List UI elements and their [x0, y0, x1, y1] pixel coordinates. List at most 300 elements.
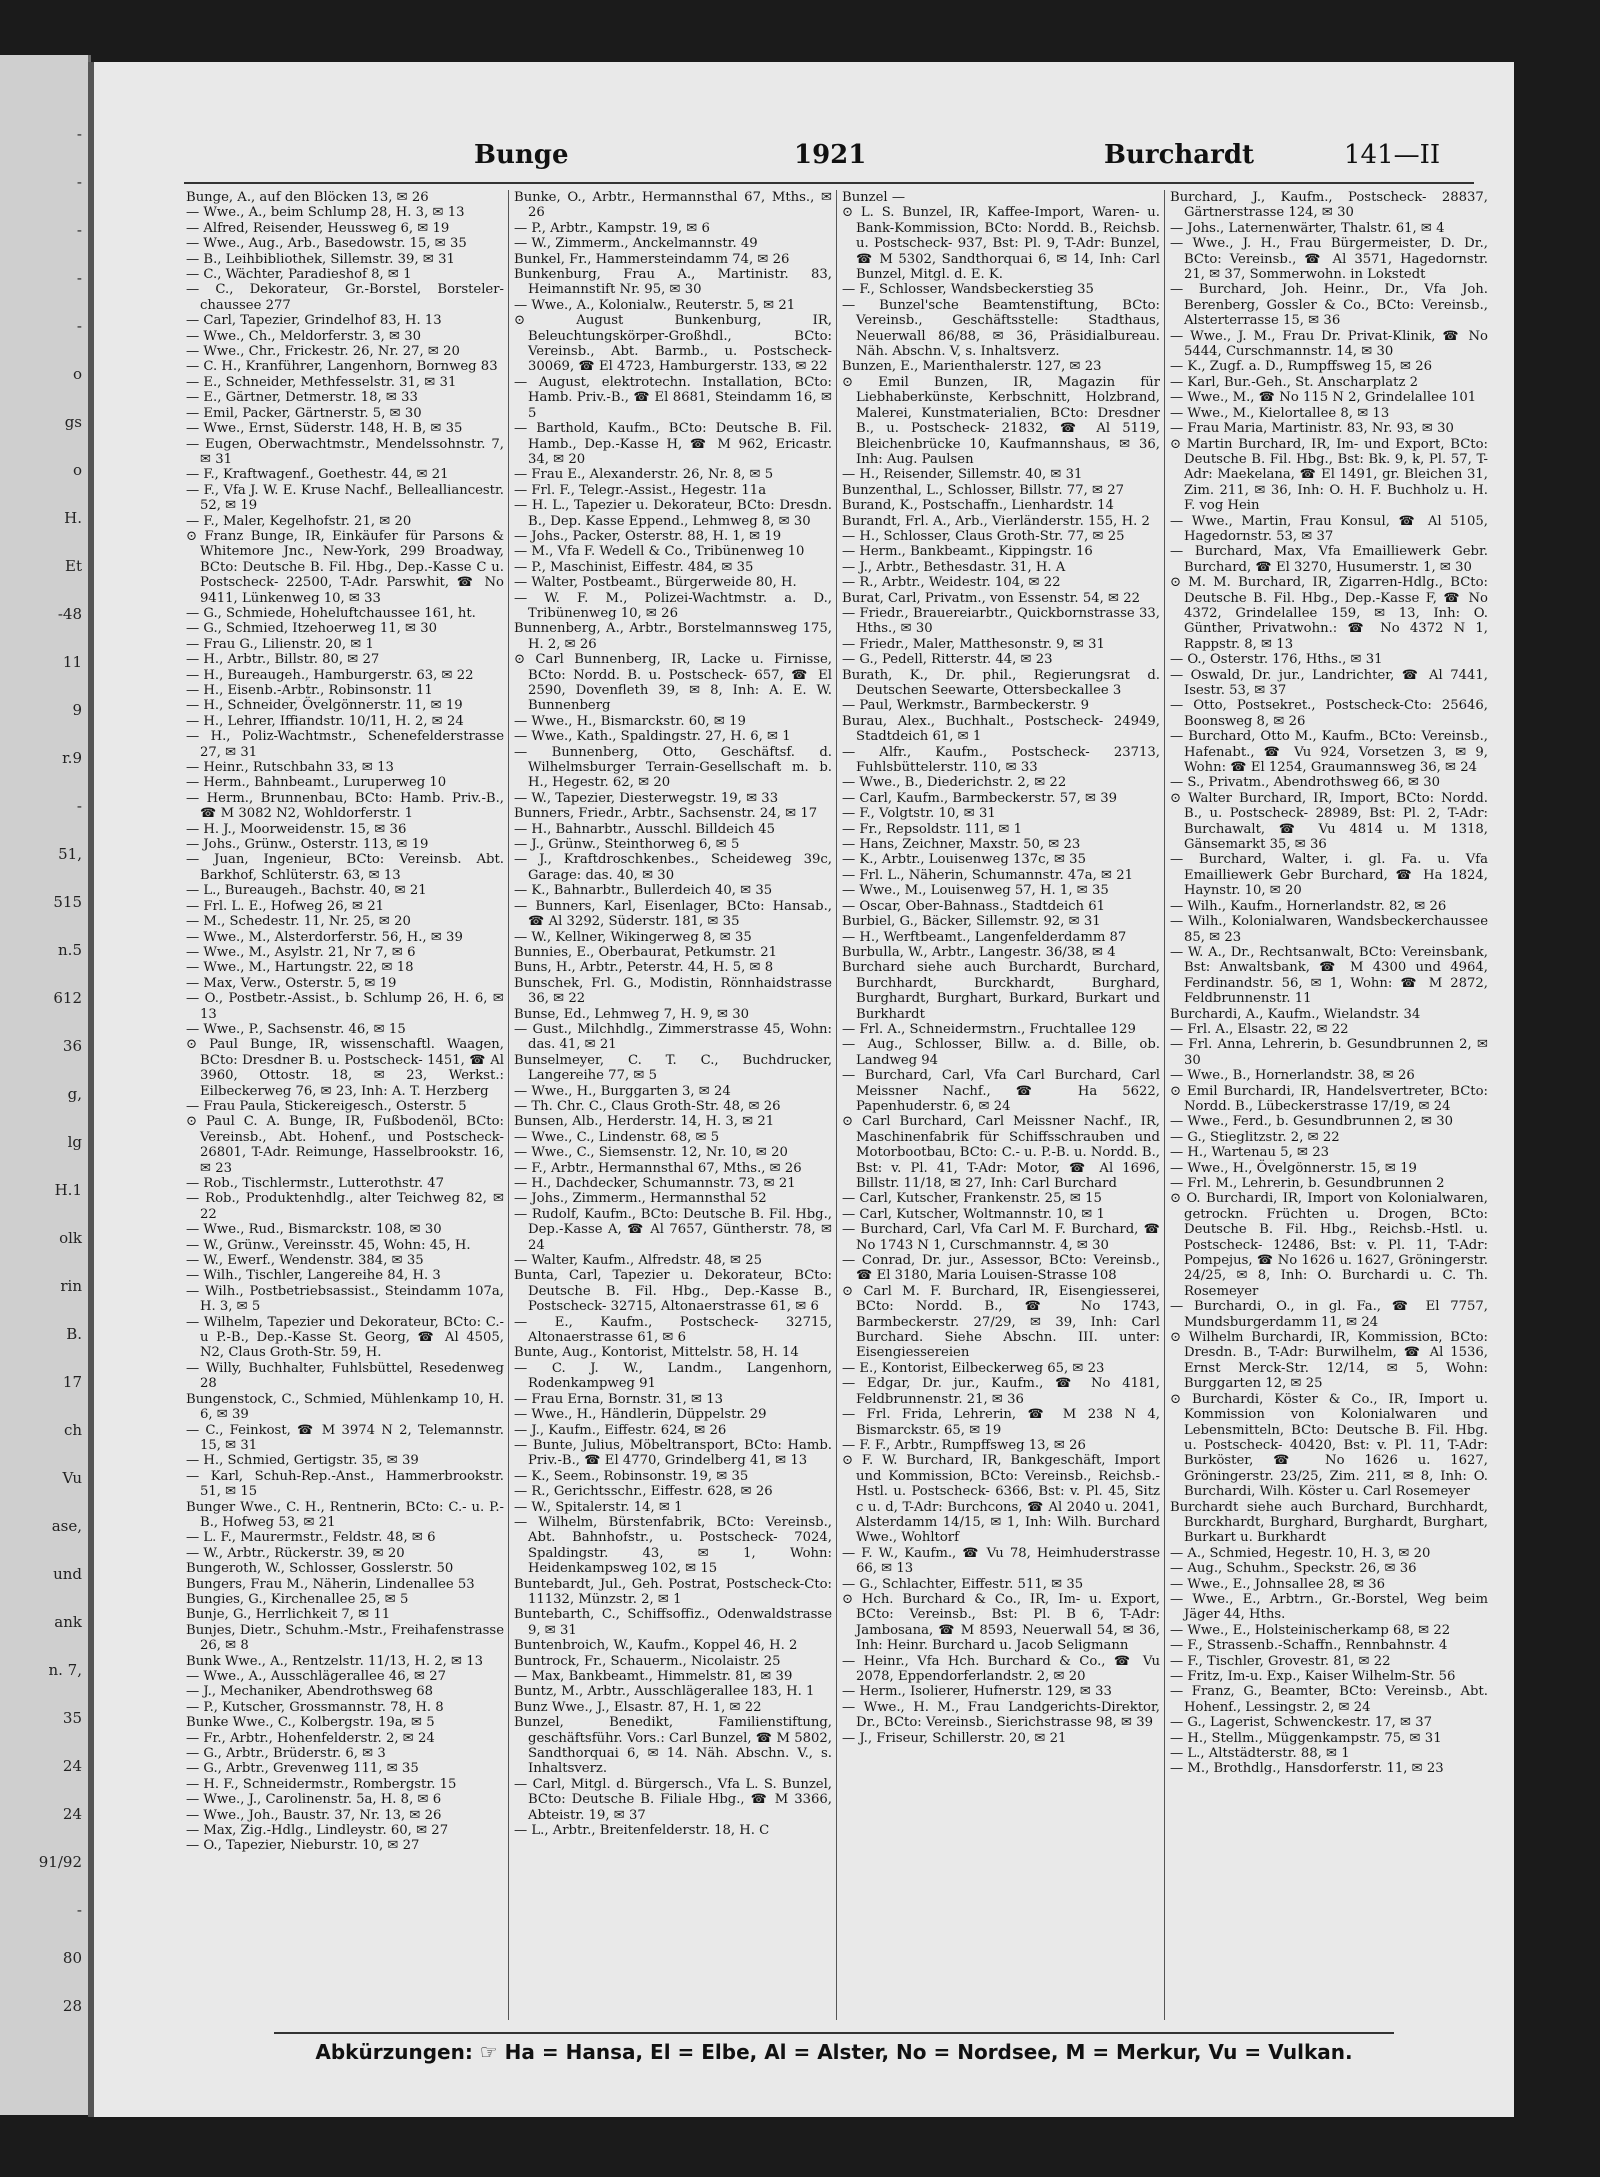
directory-entry: — G., Arbtr., Brüderstr. 6, ✉ 3 [186, 1746, 386, 1762]
directory-entry: — Burchard, Walter, i. gl. Fa. u. Vfa Emailliewerk Gebr Burchard, ☎ Ha 1824, Haynstr. 10, ✉ 20 [1170, 852, 1488, 899]
directory-entry: ⊙ L. S. Bunzel, IR, Kaffee-Import, Waren- u. Bank-Kommission, BCto: Nordd. B., Reichsb. u. Postscheck- 937, Bst: Pl. 9, T-Adr: Bunzel, ☎ M 5302, Sandthorquai 6, ✉ 14, Inh: Carl Bunzel, Mitgl. d. E. K. [842, 205, 1160, 283]
directory-entry: — Willy, Buchhalter, Fuhlsbüttel, Resedenweg 28 [186, 1360, 504, 1392]
directory-entry: — Rob., Tischlermstr., Lutterothstr. 47 [186, 1176, 445, 1191]
edge-fragment: o [72, 461, 82, 479]
edge-fragment: - [76, 1901, 82, 1919]
directory-entry: — P., Arbtr., Kampstr. 19, ✉ 6 [514, 220, 710, 236]
directory-entry: — F., Volgtstr. 10, ✉ 31 [842, 806, 996, 822]
column-1 [186, 190, 504, 2020]
directory-entry: — W., Zimmerm., Anckelmannstr. 49 [514, 236, 758, 252]
directory-entry: — Burchard, Carl, Vfa Carl M. F. Burchard, ☎ No 1743 N 1, Curschmannstr. 4, ✉ 30 [842, 1222, 1160, 1253]
directory-entry: — Frl. A., Schneidermstrn., Fruchtallee 129 [842, 1021, 1136, 1037]
directory-entry: — W., Grünw., Vereinsstr. 45, Wohn: 45, H. [186, 1237, 471, 1253]
directory-entry: — Frau G., Lilienstr. 20, ✉ 1 [186, 636, 374, 652]
directory-entry: — O., Postbetr.-Assist., b. Schlump 26, H. 6, ✉ 13 [186, 991, 504, 1022]
directory-entry: — H., Bahnarbtr., Ausschl. Billdeich 45 [514, 821, 776, 837]
directory-entry: — C., Dekorateur, Gr.-Borstel, Borsteler-chaussee 277 [186, 282, 504, 313]
directory-entry: — Th. Chr. C., Claus Groth-Str. 48, ✉ 26 [514, 1098, 781, 1114]
directory-entry: ⊙ Emil Bunzen, IR, Magazin für Liebhaberkünste, Kerbschnitt, Holzbrand, Malerei, Kunstmaterialien, BCto: Dresdner B., u. Postscheck- 21832, ☎ Al 5119, Bleichenbrücke 10, Kaufmannshaus, ✉ 36, Inh: Aug. Paulsen [842, 374, 1160, 467]
directory-entry: — R., Arbtr., Weidestr. 104, ✉ 22 [842, 575, 1061, 591]
edge-fragment: 36 [62, 1037, 82, 1055]
directory-entry: — G., Schmiede, Hoheluftchaussee 161, ht. [186, 605, 476, 621]
directory-entry: — W., Ewerf., Wendenstr. 384, ✉ 35 [186, 1253, 424, 1269]
directory-entry: — Heinr., Rutschbahn 33, ✉ 13 [186, 760, 394, 776]
directory-entry: — M., Brothdlg., Hansdorferstr. 11, ✉ 23 [1170, 1761, 1444, 1777]
edge-fragment: ch [63, 1421, 82, 1439]
directory-entry: Burau, Alex., Buchhalt., Postscheck- 24949, Stadtdeich 61, ✉ 1 [842, 713, 1160, 745]
left-page-edge [0, 55, 91, 2115]
directory-entry: — J., Grünw., Steinthorweg 6, ✉ 5 [514, 837, 740, 853]
directory-entry: — Wwe., J. H., Frau Bürgermeister, D. Dr., BCto: Vereinsb., ☎ Al 3571, Hagedornstr. 21, ✉ 37, Sommerwohn. in Lokstedt [1170, 236, 1488, 283]
edge-fragment: Vu [62, 1469, 82, 1487]
directory-entry: — J., Arbtr., Bethesdastr. 31, H. A [842, 559, 1066, 575]
directory-entry: ⊙ Carl Bunnenberg, IR, Lacke u. Firnisse, BCto: Nordd. B. u. Postscheck- 657, ☎ El 2590, Dovenfleth 39, ✉ 8, Inh: A. E. W. Bunnenberg [514, 652, 832, 714]
directory-entry: — Oscar, Ober-Bahnass., Stadtdeich 61 [842, 898, 1106, 914]
directory-entry: — Wwe., H., Burggarten 3, ✉ 24 [514, 1083, 731, 1099]
edge-fragment: 28 [62, 1997, 82, 2015]
directory-entry: — Wwe., C., Siemsenstr. 12, Nr. 10, ✉ 20 [514, 1145, 788, 1161]
directory-entry: — H. L., Tapezier u. Dekorateur, BCto: Dresdn. B., Dep. Kasse Eppend., Lehmweg 8, ✉ 30 [514, 498, 832, 529]
directory-entry: — G., Stieglitzstr. 2, ✉ 22 [1170, 1129, 1340, 1145]
directory-entry: — H., Poliz-Wachtmstr., Schenefelderstrasse 27, ✉ 31 [186, 729, 504, 760]
edge-fragment: ase, [51, 1517, 82, 1535]
directory-entry: — Emil, Packer, Gärtnerstr. 5, ✉ 30 [186, 405, 422, 421]
directory-entry: — C., Feinkost, ☎ M 3974 N 2, Telemannstr. 15, ✉ 31 [186, 1422, 504, 1453]
directory-entry: — G., Schlachter, Eiffestr. 511, ✉ 35 [842, 1576, 1084, 1592]
directory-entry: Burand, K., Postschaffn., Lienhardstr. 14 [842, 498, 1114, 514]
directory-entry: — F., Kraftwagenf., Goethestr. 44, ✉ 21 [186, 467, 449, 483]
directory-entry: Bunzel — [842, 190, 906, 205]
directory-entry: Buns, H., Arbtr., Peterstr. 44, H. 5, ✉ 8 [514, 960, 774, 976]
directory-entry: ⊙ Hch. Burchard & Co., IR, Im- u. Export, BCto: Vereinsb., Bst: Pl. B 6, T-Adr: Jambosana, ☎ M 8593, Neuerwall 54, ✉ 36, Inh: Heinr. Burchard u. Jacob Seligmann [842, 1591, 1160, 1654]
directory-entry: Buntebarth, C., Schiffsoffiz., Odenwaldstrasse 9, ✉ 31 [514, 1607, 832, 1638]
directory-entry: — Frau Erna, Bornstr. 31, ✉ 13 [514, 1391, 723, 1407]
directory-entry: — W. A., Dr., Rechtsanwalt, BCto: Vereinsbank, Bst: Anwaltsbank, ☎ M 4300 und 4964, Ferdinandstr. 56, ✉ 1, Wohn: ☎ M 2872, Feldbrunnenstr. 11 [1170, 944, 1488, 1007]
directory-entry: — G., Pedell, Ritterstr. 44, ✉ 23 [842, 652, 1053, 668]
directory-entry: — F., Vfa J. W. E. Kruse Nachf., Bellealliancestr. 52, ✉ 19 [186, 482, 504, 514]
directory-entry: Bunschek, Frl. G., Modistin, Rönnhaidstrasse 36, ✉ 22 [514, 975, 832, 1007]
directory-entry: — Wilh., Kaufm., Hornerlandstr. 82, ✉ 26 [1170, 898, 1447, 914]
directory-entry: — Frl. A., Elsastr. 22, ✉ 22 [1170, 1021, 1349, 1037]
directory-entry: — Alfr., Kaufm., Postscheck- 23713, Fuhlsbüttelerstr. 110, ✉ 33 [842, 744, 1160, 776]
directory-entry: — Johs., Zimmerm., Hermannsthal 52 [514, 1191, 767, 1207]
directory-entry: Buntrock, Fr., Schauerm., Nicolaistr. 25 [514, 1653, 781, 1669]
directory-entry: ⊙ August Bunkenburg, IR, Beleuchtungskörper-Großhdl., BCto: Vereinsb., Abt. Barmb., u. Postscheck- 30069, ☎ El 4723, Hamburgerstr. 133, ✉ 22 [514, 313, 832, 375]
directory-entry: — E., Kontorist, Eilbeckerweg 65, ✉ 23 [842, 1360, 1105, 1376]
directory-entry: ⊙ Paul C. A. Bunge, IR, Fußbodenöl, BCto: Vereinsb., Abt. Hohenf., und Postscheck- 26801, T-Adr. Reimunge, Hasselbrookstr. 16, ✉ 23 [186, 1114, 504, 1176]
directory-entry: — C. H., Kranführer, Langenhorn, Bornweg 83 [186, 359, 498, 375]
directory-entry: Bunk Wwe., A., Rentzelstr. 11/13, H. 2, ✉ 13 [186, 1653, 484, 1669]
directory-entry: — H., Dachdecker, Schumannstr. 73, ✉ 21 [514, 1176, 796, 1191]
directory-entry: — H., Schlosser, Claus Groth-Str. 77, ✉ 25 [842, 528, 1125, 544]
edge-fragment: - [76, 269, 82, 287]
directory-entry: Bunge, A., auf den Blöcken 13, ✉ 26 [186, 190, 429, 205]
page-number: 141—II [1344, 140, 1441, 170]
directory-columns [186, 190, 1486, 2020]
directory-entry: — F. W., Kaufm., ☎ Vu 78, Heimhuderstrasse 66, ✉ 13 [842, 1545, 1160, 1577]
edge-fragment: H. [64, 509, 82, 527]
directory-entry: — H., Lehrer, Iffiandstr. 10/11, H. 2, ✉ 24 [186, 713, 464, 729]
directory-entry: Bunje, G., Herrlichkeit 7, ✉ 11 [186, 1607, 391, 1623]
directory-entry: — Wwe., J., Carolinenstr. 5a, H. 8, ✉ 6 [186, 1792, 442, 1808]
directory-entry: Bunke Wwe., C., Kolbergstr. 19a, ✉ 5 [186, 1715, 435, 1731]
edge-fragment: - [76, 221, 82, 239]
edge-fragment: g, [67, 1085, 82, 1103]
edge-fragment: o [72, 365, 82, 383]
directory-entry: ⊙ Paul Bunge, IR, wissenschaftl. Waagen, BCto: Dresdner B. u. Postscheck- 1451, ☎ Al 3960, Ottostr. 18, ✉ 23, Werkst.: Eilbeckerweg 76, ✉ 23, Inh: A. T. Herzberg [186, 1037, 504, 1099]
directory-entry: — Wwe., Martin, Frau Konsul, ☎ Al 5105, Hagedornstr. 53, ✉ 37 [1170, 513, 1488, 544]
directory-entry: — Wwe., A., Ausschlägerallee 46, ✉ 27 [186, 1669, 447, 1684]
directory-entry: Bunselmeyer, C. T. C., Buchdrucker, Langereihe 77, ✉ 5 [514, 1052, 832, 1084]
directory-entry: — Wwe., H., Händlerin, Düppelstr. 29 [514, 1407, 767, 1423]
directory-entry: — Wilh., Kolonialwaren, Wandsbeckerchaussee 85, ✉ 23 [1170, 914, 1488, 945]
directory-entry: — Wilh., Tischler, Langereihe 84, H. 3 [186, 1268, 441, 1284]
directory-entry: — Wwe., Rud., Bismarckstr. 108, ✉ 30 [186, 1222, 442, 1238]
directory-entry: — A., Schmied, Hegestr. 10, H. 3, ✉ 20 [1170, 1545, 1431, 1561]
directory-entry: — Walter, Kaufm., Alfredstr. 48, ✉ 25 [514, 1253, 763, 1269]
directory-entry: — Fr., Arbtr., Hohenfelderstr. 2, ✉ 24 [186, 1730, 435, 1746]
directory-entry: — H. J., Moorweidenstr. 15, ✉ 36 [186, 821, 407, 837]
directory-entry: — Frl. F., Telegr.-Assist., Hegestr. 11a [514, 482, 767, 498]
directory-entry: — Wwe., M., Asylstr. 21, Nr 7, ✉ 6 [186, 944, 416, 960]
directory-entry: — Gust., Milchhdlg., Zimmerstrasse 45, Wohn: das. 41, ✉ 21 [514, 1021, 832, 1053]
directory-entry: — Wwe., Ch., Meldorferstr. 3, ✉ 30 [186, 328, 422, 344]
column-2 [514, 190, 832, 2020]
directory-entry: — Rob., Produktenhdlg., alter Teichweg 82, ✉ 22 [186, 1191, 504, 1222]
edge-fragment: 51, [58, 845, 82, 863]
directory-entry: Bunzel, Benedikt, Familienstiftung, geschäftsführ. Vors.: Carl Bunzel, ☎ M 5802, Sandthorquai 6, ✉ 14. Näh. Abschn. V., s. Inhaltsverz. [514, 1715, 832, 1777]
directory-entry: — Burchardi, O., in gl. Fa., ☎ El 7757, Mundsburgerdamm 11, ✉ 24 [1170, 1299, 1488, 1330]
column-divider [836, 190, 837, 2020]
directory-entry: — Wwe., E., Johnsallee 28, ✉ 36 [1170, 1576, 1386, 1592]
directory-entry: — Wwe., P., Sachsenstr. 46, ✉ 15 [186, 1021, 406, 1037]
directory-entry: — G., Arbtr., Grevenweg 111, ✉ 35 [186, 1761, 419, 1777]
directory-entry: — H., Wartenau 5, ✉ 23 [1170, 1145, 1329, 1161]
directory-entry: — C., Wächter, Paradieshof 8, ✉ 1 [186, 267, 412, 283]
directory-entry: — Walter, Postbeamt., Bürgerweide 80, H. [514, 575, 797, 591]
edge-fragment: - [76, 173, 82, 191]
directory-entry: — Wilhelm, Tapezier und Dekorateur, BCto: C.-u P.-B., Dep.-Kasse St. Georg, ☎ Al 4505, N2, Claus Groth-Str. 59, H. [186, 1314, 504, 1361]
directory-entry: ⊙ O. Burchardi, IR, Import von Kolonialwaren, getrockn. Früchten u. Drogen, BCto: Deutsche B. Fil. Hbg., Reichsb.-Hstl. u. Postscheck- 12486, Bst: v. Pl. 11, T-Adr: Pompejus, ☎ No 1626 u. 1627, Gröningerstr. 24/25, ✉ 8, Inh: O. Burchardi u. C. Th. Rosemeyer [1170, 1191, 1488, 1299]
directory-entry: — L. F., Maurermstr., Feldstr. 48, ✉ 6 [186, 1530, 436, 1546]
directory-entry: — H., Arbtr., Billstr. 80, ✉ 27 [186, 652, 380, 668]
directory-entry: — Wwe., M., Alsterdorferstr. 56, H., ✉ 39 [186, 929, 463, 945]
directory-entry: — Wwe., H. M., Frau Landgerichts-Direktor, Dr., BCto: Vereinsb., Sierichstrasse 98, ✉ 39 [842, 1699, 1160, 1731]
directory-entry: — Aug., Schuhm., Speckstr. 26, ✉ 36 [1170, 1561, 1417, 1577]
directory-entry: Bunzenthal, L., Schlosser, Billstr. 77, ✉ 27 [842, 482, 1124, 498]
directory-entry: Burandt, Frl. A., Arb., Vierländerstr. 155, H. 2 [842, 513, 1150, 529]
edge-fragment: -48 [57, 605, 82, 623]
edge-fragment: ank [54, 1613, 82, 1631]
directory-entry: Burbiel, G., Bäcker, Sillemstr. 92, ✉ 31 [842, 914, 1101, 930]
directory-entry: — Hans, Zeichner, Maxstr. 50, ✉ 23 [842, 837, 1081, 853]
directory-page [88, 62, 1514, 2117]
directory-entry: Bungers, Frau M., Näherin, Lindenallee 53 [186, 1576, 475, 1592]
edge-fragment: 612 [53, 989, 82, 1007]
directory-entry: — Frau E., Alexanderstr. 26, Nr. 8, ✉ 5 [514, 467, 774, 483]
directory-entry: — Wwe., J. M., Frau Dr. Privat-Klinik, ☎ No 5444, Curschmannstr. 14, ✉ 30 [1170, 328, 1488, 360]
directory-entry: Burbulla, W., Arbtr., Langestr. 36/38, ✉ 4 [842, 944, 1116, 960]
directory-entry: — Burchard, Carl, Vfa Carl Burchard, Carl Meissner Nachf., ☎ Ha 5622, Papenhuderstr. 6, ✉ 24 [842, 1068, 1160, 1114]
directory-entry: — H., Reisender, Sillemstr. 40, ✉ 31 [842, 467, 1083, 483]
directory-entry: — K., Arbtr., Louisenweg 137c, ✉ 35 [842, 852, 1086, 868]
directory-entry: — Karl, Bur.-Geh., St. Anscharplatz 2 [1170, 374, 1418, 390]
directory-entry: — Wwe., E., Holsteinischerkamp 68, ✉ 22 [1170, 1622, 1451, 1638]
directory-entry: — K., Zugf. a. D., Rumpffsweg 15, ✉ 26 [1170, 359, 1433, 375]
edge-fragment: gs [64, 413, 82, 431]
directory-entry: — Frl. L., Näherin, Schumannstr. 47a, ✉ 21 [842, 867, 1133, 883]
directory-entry: Buntebardt, Jul., Geh. Postrat, Postscheck-Cto: 11132, Münzstr. 2, ✉ 1 [514, 1576, 832, 1607]
directory-entry: — Bunzel'sche Beamtenstiftung, BCto: Vereinsb., Geschäftsstelle: Stadthaus, Neuerwall 86/88, ✉ 36, Präsidialbureau. Näh. Abschn. V, s. Inhaltsverz. [842, 297, 1160, 360]
directory-entry: — Wwe., Ferd., b. Gesundbrunnen 2, ✉ 30 [1170, 1114, 1454, 1130]
column-3 [842, 190, 1160, 2020]
directory-entry: — Wwe., E., Arbtrn., Gr.-Borstel, Weg beim Jäger 44, Hths. [1170, 1591, 1488, 1623]
edge-fragment: - [76, 125, 82, 143]
edge-fragment: 515 [53, 893, 82, 911]
directory-entry: — Alfred, Reisender, Heussweg 6, ✉ 19 [186, 220, 450, 236]
directory-entry: — Oswald, Dr. jur., Landrichter, ☎ Al 7441, Isestr. 53, ✉ 37 [1170, 667, 1488, 698]
directory-entry: Buntz, M., Arbtr., Ausschlägerallee 183, H. 1 [514, 1684, 815, 1700]
directory-entry: — Wwe., Ernst, Süderstr. 148, H. B, ✉ 35 [186, 421, 463, 437]
edge-fragment: n.5 [58, 941, 82, 959]
directory-entry: — J., Friseur, Schillerstr. 20, ✉ 21 [842, 1730, 1067, 1746]
directory-entry: — F., Tischler, Grovestr. 81, ✉ 22 [1170, 1653, 1391, 1669]
directory-entry: — H., Eisenb.-Arbtr., Robinsonstr. 11 [186, 683, 433, 698]
directory-entry: — Bunte, Julius, Möbeltransport, BCto: Hamb. Priv.-B., ☎ El 4770, Grindelberg 41, ✉ 13 [514, 1437, 832, 1469]
directory-entry: Bunnenberg, A., Arbtr., Borstelmannsweg 175, H. 2, ✉ 26 [514, 621, 832, 652]
directory-entry: — F., Strassenb.-Schaffn., Rennbahnstr. 4 [1170, 1638, 1448, 1654]
directory-entry: — F., Maler, Kegelhofstr. 21, ✉ 20 [186, 513, 412, 529]
directory-entry: — W., Tapezier, Diesterwegstr. 19, ✉ 33 [514, 790, 779, 806]
edge-fragment: und [53, 1565, 82, 1583]
directory-entry: Bunse, Ed., Lehmweg 7, H. 9, ✉ 30 [514, 1006, 750, 1022]
directory-entry: — O., Tapezier, Nieburstr. 10, ✉ 27 [186, 1838, 420, 1854]
edge-fragment: 35 [62, 1709, 82, 1727]
directory-entry: — H. F., Schneidermstr., Rombergstr. 15 [186, 1776, 457, 1792]
column-4 [1170, 190, 1488, 2020]
directory-entry: — E., Gärtner, Detmerstr. 18, ✉ 33 [186, 390, 418, 406]
directory-entry: — Frau Maria, Martinistr. 83, Nr. 93, ✉ 30 [1170, 421, 1454, 437]
directory-entry: — Frau Paula, Stickereigesch., Osterstr. 5 [186, 1098, 467, 1114]
directory-entry: — Frl. M., Lehrerin, b. Gesundbrunnen 2 [1170, 1176, 1445, 1191]
header-rule [184, 182, 1474, 184]
directory-entry: Bungenstock, C., Schmied, Mühlenkamp 10, H. 6, ✉ 39 [186, 1391, 504, 1423]
directory-entry: ⊙ Carl M. F. Burchard, IR, Eisengiesserei, BCto: Nordd. B., ☎ No 1743, Barmbeckerstr. 27/29, ✉ 39, Inh: Carl Burchard. Siehe Abschn. III. unter: Eisengiessereien [842, 1283, 1160, 1361]
directory-entry: — H., Bureaugeh., Hamburgerstr. 63, ✉ 22 [186, 667, 474, 683]
directory-entry: ⊙ Emil Burchardi, IR, Handelsvertreter, BCto: Nordd. B., Lübeckerstrasse 17/19, ✉ 24 [1170, 1083, 1488, 1114]
directory-entry: — M., Schedestr. 11, Nr. 25, ✉ 20 [186, 914, 411, 930]
directory-entry: Bunkenburg, Frau A., Martinistr. 83, Heimannstift Nr. 95, ✉ 30 [514, 267, 832, 298]
edge-fragment: B. [66, 1325, 82, 1343]
directory-entry: — H., Schneider, Övelgönnerstr. 11, ✉ 19 [186, 698, 463, 714]
directory-entry: Bunkel, Fr., Hammersteindamm 74, ✉ 26 [514, 251, 790, 267]
edge-fragment: 17 [62, 1373, 82, 1391]
directory-entry: — Juan, Ingenieur, BCto: Vereinsb. Abt. Barkhof, Schlüterstr. 63, ✉ 13 [186, 852, 504, 883]
directory-entry: — F., Schlosser, Wandsbeckerstieg 35 [842, 282, 1094, 298]
directory-entry: — W., Arbtr., Rückerstr. 39, ✉ 20 [186, 1545, 405, 1561]
directory-entry: Bunke, O., Arbtr., Hermannsthal 67, Mths., ✉ 26 [514, 190, 832, 221]
directory-entry: — S., Privatm., Abendrothsweg 66, ✉ 30 [1170, 775, 1441, 791]
directory-entry: — Wwe., Chr., Frickestr. 26, Nr. 27, ✉ 20 [186, 344, 460, 360]
directory-entry: — Franz, G., Beamter, BCto: Vereinsb., Abt. Hohenf., Lessingstr. 2, ✉ 24 [1170, 1684, 1488, 1715]
edge-fragment: Et [65, 557, 82, 575]
directory-entry: Burchard, J., Kaufm., Postscheck- 28837, Gärtnerstrasse 124, ✉ 30 [1170, 190, 1488, 221]
directory-entry: — Wilhelm, Bürstenfabrik, BCto: Vereinsb., Abt. Bahnhofstr., u. Postscheck- 7024, Spaldingstr. 43, ✉ 1, Wohn: Heidenkampsweg 102, ✉ 15 [514, 1514, 832, 1577]
directory-entry: — Max, Zig.-Hdlg., Lindleystr. 60, ✉ 27 [186, 1823, 449, 1839]
directory-entry: — Wilh., Postbetriebsassist., Steindamm 107a, H. 3, ✉ 5 [186, 1283, 504, 1315]
directory-entry: ⊙ Wilhelm Burchardi, IR, Kommission, BCto: Dresdn. B., T-Adr: Burwilhelm, ☎ Al 1536, Ernst Merck-Str. 12/14, ✉ 5, Wohn: Burggarten 12, ✉ 25 [1170, 1330, 1488, 1392]
directory-entry: — W. F. M., Polizei-Wachtmstr. a. D., Tribünenweg 10, ✉ 26 [514, 590, 832, 621]
directory-entry: — Rudolf, Kaufm., BCto: Deutsche B. Fil. Hbg., Dep.-Kasse A, ☎ Al 7657, Güntherstr. 78, ✉ 24 [514, 1206, 832, 1253]
directory-entry: — Wwe., C., Lindenstr. 68, ✉ 5 [514, 1129, 720, 1145]
directory-entry: — J., Mechaniker, Abendrothsweg 68 [186, 1684, 434, 1700]
edge-fragment: 11 [62, 653, 82, 671]
directory-entry: ⊙ Carl Burchard, Carl Meissner Nachf., IR, Maschinenfabrik für Schiffsschrauben und Motorbootbau, BCto: C.- u. P.-B. u. Nordd. B., Bst: v. Pl. 41, T-Adr: Motor, ☎ Al 1696, Billstr. 11/18, ✉ 27, Inh: Carl Burchard [842, 1114, 1160, 1191]
directory-entry: — W., Kellner, Wikingerweg 8, ✉ 35 [514, 929, 752, 945]
directory-entry: — L., Bureaugeh., Bachstr. 40, ✉ 21 [186, 883, 427, 899]
directory-entry: — Frl. Anna, Lehrerin, b. Gesundbrunnen 2, ✉ 30 [1170, 1037, 1488, 1068]
edge-fragment: 9 [72, 701, 82, 719]
edge-fragment: r.9 [62, 749, 82, 767]
directory-entry: — E., Kaufm., Postscheck- 32715, Altonaerstrasse 61, ✉ 6 [514, 1314, 832, 1346]
directory-entry: — Max, Verw., Osterstr. 5, ✉ 19 [186, 975, 397, 991]
directory-entry: — F., Arbtr., Hermannsthal 67, Mths., ✉ 26 [514, 1160, 802, 1176]
directory-entry: — E., Schneider, Methfesselstr. 31, ✉ 31 [186, 374, 457, 390]
directory-entry: — Friedr., Brauereiarbtr., Quickbornstrasse 33, Hths., ✉ 30 [842, 605, 1160, 637]
directory-entry: Burchardi, A., Kaufm., Wielandstr. 34 [1170, 1006, 1421, 1022]
directory-entry: — August, elektrotechn. Installation, BCto: Hamb. Priv.-B., ☎ El 8681, Steindamm 16, ✉ 5 [514, 374, 832, 421]
directory-entry: — Wwe., B., Diederichstr. 2, ✉ 22 [842, 775, 1067, 791]
directory-entry: — J., Kraftdroschkenbes., Scheideweg 39c, Garage: das. 40, ✉ 30 [514, 852, 832, 883]
directory-entry: Buntenbroich, W., Kaufm., Koppel 46, H. 2 [514, 1638, 798, 1654]
directory-entry: — Johs., Packer, Osterstr. 88, H. 1, ✉ 19 [514, 528, 782, 544]
edge-fragment: - [76, 317, 82, 335]
directory-entry: — Wwe., M., Kielortallee 8, ✉ 13 [1170, 405, 1390, 421]
directory-entry: — Carl, Tapezier, Grindelhof 83, H. 13 [186, 313, 442, 329]
directory-entry: — B., Leihbibliothek, Sillemstr. 39, ✉ 31 [186, 251, 455, 267]
directory-entry: — Edgar, Dr. jur., Kaufm., ☎ No 4181, Feldbrunnenstr. 21, ✉ 36 [842, 1376, 1160, 1407]
directory-entry: — Friedr., Maler, Matthesonstr. 9, ✉ 31 [842, 636, 1105, 652]
edge-fragment: 80 [62, 1949, 82, 1967]
directory-entry: — G., Lagerist, Schwenckestr. 17, ✉ 37 [1170, 1715, 1433, 1731]
directory-entry: — G., Schmied, Itzehoerweg 11, ✉ 30 [186, 621, 437, 637]
directory-entry: — Eugen, Oberwachtmstr., Mendelssohnstr. 7, ✉ 31 [186, 436, 504, 467]
directory-entry: Bunjes, Dietr., Schuhm.-Mstr., Freihafenstrasse 26, ✉ 8 [186, 1622, 504, 1654]
directory-entry: Bunners, Friedr., Arbtr., Sachsenstr. 24, ✉ 17 [514, 806, 818, 822]
header-year: 1921 [794, 140, 867, 170]
directory-entry: — C. J. W., Landm., Langenhorn, Rodenkampweg 91 [514, 1360, 832, 1392]
directory-entry: — Fritz, Im-u. Exp., Kaiser Wilhelm-Str. 56 [1170, 1669, 1456, 1684]
directory-entry: — Frl. Frida, Lehrerin, ☎ M 238 N 4, Bismarckstr. 65, ✉ 19 [842, 1407, 1160, 1438]
directory-entry: — Max, Bankbeamt., Himmelstr. 81, ✉ 39 [514, 1669, 793, 1684]
page-header [94, 140, 1514, 180]
directory-entry: — Bunners, Karl, Eisenlager, BCto: Hansab., ☎ Al 3292, Süderstr. 181, ✉ 35 [514, 898, 832, 930]
directory-entry: — M., Vfa F. Wedell & Co., Tribünenweg 10 [514, 544, 805, 560]
directory-entry: ⊙ Walter Burchard, IR, Import, BCto: Nordd. B., u. Postscheck- 28989, Bst: Pl. 2, T-Adr: Burchawalt, ☎ Vu 4814 u. M 1318, Gänsemarkt 35, ✉ 36 [1170, 790, 1488, 853]
abbreviations-footer: Abkürzungen: ☞ Ha = Hansa, El = Elbe, Al = Alster, No = Nordsee, M = Merkur, Vu = Vulkan. [274, 2032, 1394, 2068]
directory-entry: — Wwe., M., Hartungstr. 22, ✉ 18 [186, 960, 414, 976]
directory-entry: — P., Maschinist, Eiffestr. 484, ✉ 35 [514, 559, 754, 575]
directory-entry: — K., Seem., Robinsonstr. 19, ✉ 35 [514, 1468, 749, 1484]
directory-entry: Bunz Wwe., J., Elsastr. 87, H. 1, ✉ 22 [514, 1699, 762, 1715]
directory-entry: — Frl. L. E., Hofweg 26, ✉ 21 [186, 898, 385, 914]
directory-entry: — H., Werftbeamt., Langenfelderdamm 87 [842, 929, 1127, 945]
edge-fragment: olk [59, 1229, 82, 1247]
directory-entry: — J., Kaufm., Eiffestr. 624, ✉ 26 [514, 1422, 727, 1438]
column-divider [1164, 190, 1165, 2020]
directory-entry: ⊙ Franz Bunge, IR, Einkäufer für Parsons & Whitemore Jnc., New-York, 299 Broadway, BCto: Deutsche B. Fil. Hbg., Dep.-Kasse C u. Postscheck- 22500, T-Adr. Parswhit, ☎ No 9411, Lünkenweg 10, ✉ 33 [186, 528, 504, 606]
directory-entry: — Wwe., Joh., Baustr. 37, Nr. 13, ✉ 26 [186, 1807, 442, 1823]
directory-entry: — Wwe., A., Kolonialw., Reuterstr. 5, ✉ 21 [514, 297, 796, 313]
directory-entry: — Wwe., H., Bismarckstr. 60, ✉ 19 [514, 713, 746, 729]
directory-entry: Burchardt siehe auch Burchard, Burchhardt, Burckhardt, Burghard, Burghardt, Burghart, Burkart u. Burkhardt [1170, 1499, 1488, 1546]
directory-entry: ⊙ Burchardi, Köster & Co., IR, Import u. Kommission von Kolonialwaren und Lebensmitteln, BCto: Deutsche B. Fil. Hbg. u. Postscheck- 40420, Bst: v. Pl. 11, T-Adr: Burköster, ☎ No 1626 u. 1627, Gröningerstr. 23/25, Zim. 211, ✉ 8, Inh: O. Burchardi, Wilh. Köster u. Carl Rosemeyer [1170, 1391, 1488, 1500]
directory-entry: ⊙ F. W. Burchard, IR, Bankgeschäft, Import und Kommission, BCto: Vereinsb., Reichsb.-Hstl. u. Postscheck- 6366, Bst: v. Pl. 45, Sitz c u. d, T-Adr: Burchcons, ☎ Al 2040 u. 2041, Alsterdamm 14/15, ✉ 1, Inh: Wilh. Burchard Wwe., Wohltorf [842, 1453, 1160, 1546]
directory-entry: — Barthold, Kaufm., BCto: Deutsche B. Fil. Hamb., Dep.-Kasse H, ☎ M 962, Ericastr. 34, ✉ 20 [514, 421, 832, 467]
directory-entry: — Herm., Brunnenbau, BCto: Hamb. Priv.-B., ☎ M 3082 N2, Wohldorferstr. 1 [186, 790, 504, 822]
directory-entry: Bunger Wwe., C. H., Rentnerin, BCto: C.- u. P.-B., Hofweg 53, ✉ 21 [186, 1499, 504, 1530]
directory-entry: — Carl, Kutscher, Woltmannstr. 10, ✉ 1 [842, 1206, 1105, 1222]
directory-entry: — Wwe., Kath., Spaldingstr. 27, H. 6, ✉ 1 [514, 729, 791, 745]
directory-entry: Bungies, G., Kirchenallee 25, ✉ 5 [186, 1591, 409, 1607]
directory-entry: — Otto, Postsekret., Postscheck-Cto: 25646, Boonsweg 8, ✉ 26 [1170, 698, 1488, 729]
directory-entry: Bunsen, Alb., Herderstr. 14, H. 3, ✉ 21 [514, 1114, 775, 1130]
edge-fragment: rin [60, 1277, 82, 1295]
directory-entry: — O., Osterstr. 176, Hths., ✉ 31 [1170, 652, 1383, 668]
directory-entry: — Burchard, Max, Vfa Emailliewerk Gebr. Burchard, ☎ El 3270, Husumerstr. 1, ✉ 30 [1170, 544, 1488, 575]
directory-entry: ⊙ M. M. Burchard, IR, Zigarren-Hdlg., BCto: Deutsche B. Fil. Hbg., Dep.-Kasse F, ☎ No 4372, Grindelallee 159, ✉ 13, Inh: O. Günther, Privatwohn.: ☎ No 4372 N 1, Rappstr. 8, ✉ 13 [1170, 575, 1488, 652]
directory-entry: — Bunnenberg, Otto, Geschäftsf. d. Wilhelmsburger Terrain-Gesellschaft m. b. H., Hegestr. 62, ✉ 20 [514, 744, 832, 791]
directory-entry: — Johs., Grünw., Osterstr. 113, ✉ 19 [186, 837, 429, 853]
directory-entry: Bunta, Carl, Tapezier u. Dekorateur, BCto: Deutsche B. Fil. Hbg., Dep.-Kasse B., Postscheck- 32715, Altonaerstrasse 61, ✉ 6 [514, 1268, 832, 1315]
directory-entry: Bunte, Aug., Kontorist, Mittelstr. 58, H. 14 [514, 1345, 799, 1361]
directory-entry: — Wwe., A., beim Schlump 28, H. 3, ✉ 13 [186, 205, 465, 221]
directory-entry: — L., Altstädterstr. 88, ✉ 1 [1170, 1746, 1350, 1762]
directory-entry: — P., Kutscher, Grossmannstr. 78, H. 8 [186, 1699, 444, 1715]
edge-fragment: 24 [62, 1757, 82, 1775]
directory-entry: — Carl, Kutscher, Frankenstr. 25, ✉ 15 [842, 1191, 1102, 1207]
directory-entry: — L., Arbtr., Breitenfelderstr. 18, H. C [514, 1823, 770, 1839]
edge-fragment: 91/92 [38, 1853, 82, 1871]
directory-entry: — Wwe., B., Hornerlandstr. 38, ✉ 26 [1170, 1068, 1415, 1084]
directory-entry: — Burchard, Joh. Heinr., Dr., Vfa Joh. Berenberg, Gossler & Co., BCto: Vereinsb., Alsterterrasse 15, ✉ 36 [1170, 282, 1488, 329]
edge-fragment: n. 7, [48, 1661, 82, 1679]
directory-entry: — Herm., Bahnbeamt., Luruperweg 10 [186, 775, 447, 791]
directory-entry: — Carl, Mitgl. d. Bürgersch., Vfa L. S. Bunzel, BCto: Deutsche B. Filiale Hbg., ☎ M 3366, Abteistr. 19, ✉ 37 [514, 1776, 832, 1823]
directory-entry: — K., Bahnarbtr., Bullerdeich 40, ✉ 35 [514, 883, 773, 899]
edge-fragment: H.1 [54, 1181, 82, 1199]
edge-fragment: - [76, 797, 82, 815]
directory-entry: — Herm., Isolierer, Hufnerstr. 129, ✉ 33 [842, 1684, 1112, 1700]
directory-entry: — H., Stellm., Müggenkampstr. 75, ✉ 31 [1170, 1730, 1442, 1746]
column-divider [508, 190, 509, 2020]
directory-entry: — Burchard, Otto M., Kaufm., BCto: Vereinsb., Hafenabt., ☎ Vu 924, Vorsetzen 3, ✉ 9, Wohn: ☎ El 1254, Graumannsweg 36, ✉ 24 [1170, 729, 1488, 776]
directory-entry: — W., Spitalerstr. 14, ✉ 1 [514, 1499, 683, 1515]
directory-entry: Bunnies, E., Oberbaurat, Petkumstr. 21 [514, 944, 778, 960]
directory-entry: — Conrad, Dr. jur., Assessor, BCto: Vereinsb., ☎ El 3180, Maria Louisen-Strasse 108 [842, 1253, 1160, 1284]
directory-entry: — Fr., Repsoldstr. 111, ✉ 1 [842, 821, 1022, 837]
directory-entry: — Johs., Laternenwärter, Thalstr. 61, ✉ 4 [1170, 220, 1445, 236]
edge-fragment: 24 [62, 1805, 82, 1823]
directory-entry: Burath, K., Dr. phil., Regierungsrat d. Deutschen Seewarte, Ottersbeckallee 3 [842, 667, 1160, 698]
directory-entry: Burchard siehe auch Burchardt, Burchard, Burchhardt, Burckhardt, Burghard, Burghardt, Burghart, Burkard, Burkart und Burkhardt [842, 960, 1160, 1022]
directory-entry: — Heinr., Vfa Hch. Burchard & Co., ☎ Vu 2078, Eppendorferlandstr. 2, ✉ 20 [842, 1653, 1160, 1684]
directory-entry: — Wwe., M., ☎ No 115 N 2, Grindelallee 101 [1170, 390, 1477, 406]
directory-entry: — Wwe., Aug., Arb., Basedowstr. 15, ✉ 35 [186, 236, 467, 252]
header-last-name: Burchardt [1104, 140, 1255, 170]
directory-entry: — R., Gerichtsschr., Eiffestr. 628, ✉ 26 [514, 1484, 773, 1500]
directory-entry: — Wwe., H., Övelgönnerstr. 15, ✉ 19 [1170, 1160, 1417, 1176]
